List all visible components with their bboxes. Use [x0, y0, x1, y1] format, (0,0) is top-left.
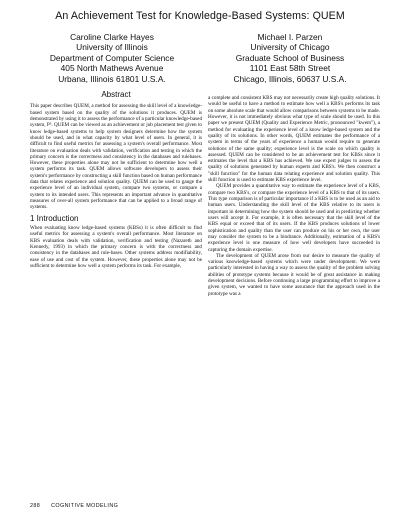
right-column — [208, 95, 380, 297]
paper-title: An Achievement Test for Knowledge-Based Systems: QUEM — [55, 10, 345, 22]
abstract-text: This paper describes QUEM, a method for assessing the skill level of a knowledge-based system based on the quality of the solutions it produces. QUEM is demonstrated by using it to assess the performance of a particular knowledge-based system, P³. QUEM can be viewed as an achievement or job placement test given to know ledge-based systems to help system designers determine how the system should be used, and in what capacity by what level of users. In general, it is difficult to find useful metrics for assessing a system's overall performance. Most literature on evaluation deals with validation, verification and testing in which the primary concern is the correctness and consistency in the databases and rulebases. However, these properties alone may not be sufficient to determine how well a system performs its task. QUEM allows software developers to assess their system's performance by constructing a skill function based on human performance data that relates experience and solution quality. QUEM can be used to gauge the experience level of an individual system, compare two systems, or compare a system to its intended users. This represents an important advance in quantitative measures of over-all system performance that can be applied to a broad range of systems. — [30, 103, 203, 211]
author-city: Urbana, Illinois 61801 U.S.A. — [58, 73, 166, 84]
author-name: Caroline Clarke Hayes — [70, 32, 154, 42]
body-paragraph: The development of QUEM arose from our desire to measure the quality of various knowledge-based systems which were under development. We were particularly interested in having a way to assess the quality of the problem solving abilities of prototype systems because it would be of great assistance in making development decisions. Before continuing a large programming effort to improve a given system, we wanted to have some assurance that the approach used in the prototype was a — [208, 252, 380, 297]
author-name: Michael I. Parzen — [257, 32, 323, 42]
author-street: 405 North Mathews Avenue — [60, 63, 164, 74]
left-column — [30, 92, 202, 269]
author-affiliation: University of Illinois — [76, 42, 148, 53]
author-street: 1101 East 58th Street — [249, 63, 331, 74]
author-department: Department of Computer Science — [49, 52, 175, 63]
author-block-hayes — [22, 32, 202, 84]
body-paragraph: a complete and consistent KBS may not necessarily create high quality solutions. It would be useful to have a method to estimate how well a KBS's performs its task on some absolute scale that would allow comparisons between systems to be made. However, it is not immediately obvious what type of scale should be used. In this paper we present QUEM (Quality and Experience Metric, pronounced "kwem"), a method for evaluating the experience level of a know ledge-based system and the quality of its solutions. In other words, QUEM estimates the performance of a system in terms of the years of experience a human would require to generate solutions of the same quality; experience level is the scale on which quality is assessed. QUEM can be considered to be an achievement test for KBSs since it estimates the level that a KBS has achieved. We use expert judges to assess the quality of solutions generated by human experts and KBS's. We then construct a "skill function" for the human data relating experience and solution quality. This skill function is used to estimate KBS experience level. — [208, 95, 380, 184]
page-footer — [30, 503, 118, 509]
abstract-heading: Abstract — [101, 90, 131, 99]
author-block-parzen — [200, 32, 380, 84]
author-city: Chicago, Illinois, 60637 U.S.A. — [233, 73, 347, 84]
body-paragraph: QUEM provides a quantitative way to estimate the experience level of a KBS, compare two KBS's, or compare the experience level of a KBS to that of its users. This type comparison is of particular importance if a KBS is to be used as an aid to human users. Understanding the skill level of the KBS relative to its users is important in determining how the system should be used and in predicting whether users will accept it. For example, it is often necessary that the skill level of the KBS equal or exceed that of its users. If the KBS produces solutions of lower sophistication and quality than the user can produce on his or her own, the user may consider the system to be a hindrance. Additionally, estimation of a KBS's experience level is one measure of how well developers have succeeded in capturing the domain expertise. — [208, 183, 380, 253]
section-name: COGNITIVE MODELING — [51, 503, 119, 509]
introduction-paragraph: When evaluating know ledge-based systems (KBSs) it is often difficult to find useful metrics for assessing a system's overall performance. Most literature on KBS evaluation deals with validation, verification and testing (Nazareth and Kennedy, 1993) in which the primary concern is with the correctness and consistency in the databases and rule-bases. Other systems address modifiability, ease of use and cost of the system. However, these properties alone may not be sufficient to determine how well a system performs its task. For example, — [30, 224, 202, 269]
introduction-heading: 1 Introduction — [30, 213, 79, 223]
author-department: Graduate School of Business — [235, 52, 345, 63]
page-number: 288 — [30, 503, 41, 509]
author-affiliation: University of Chicago — [250, 42, 330, 53]
